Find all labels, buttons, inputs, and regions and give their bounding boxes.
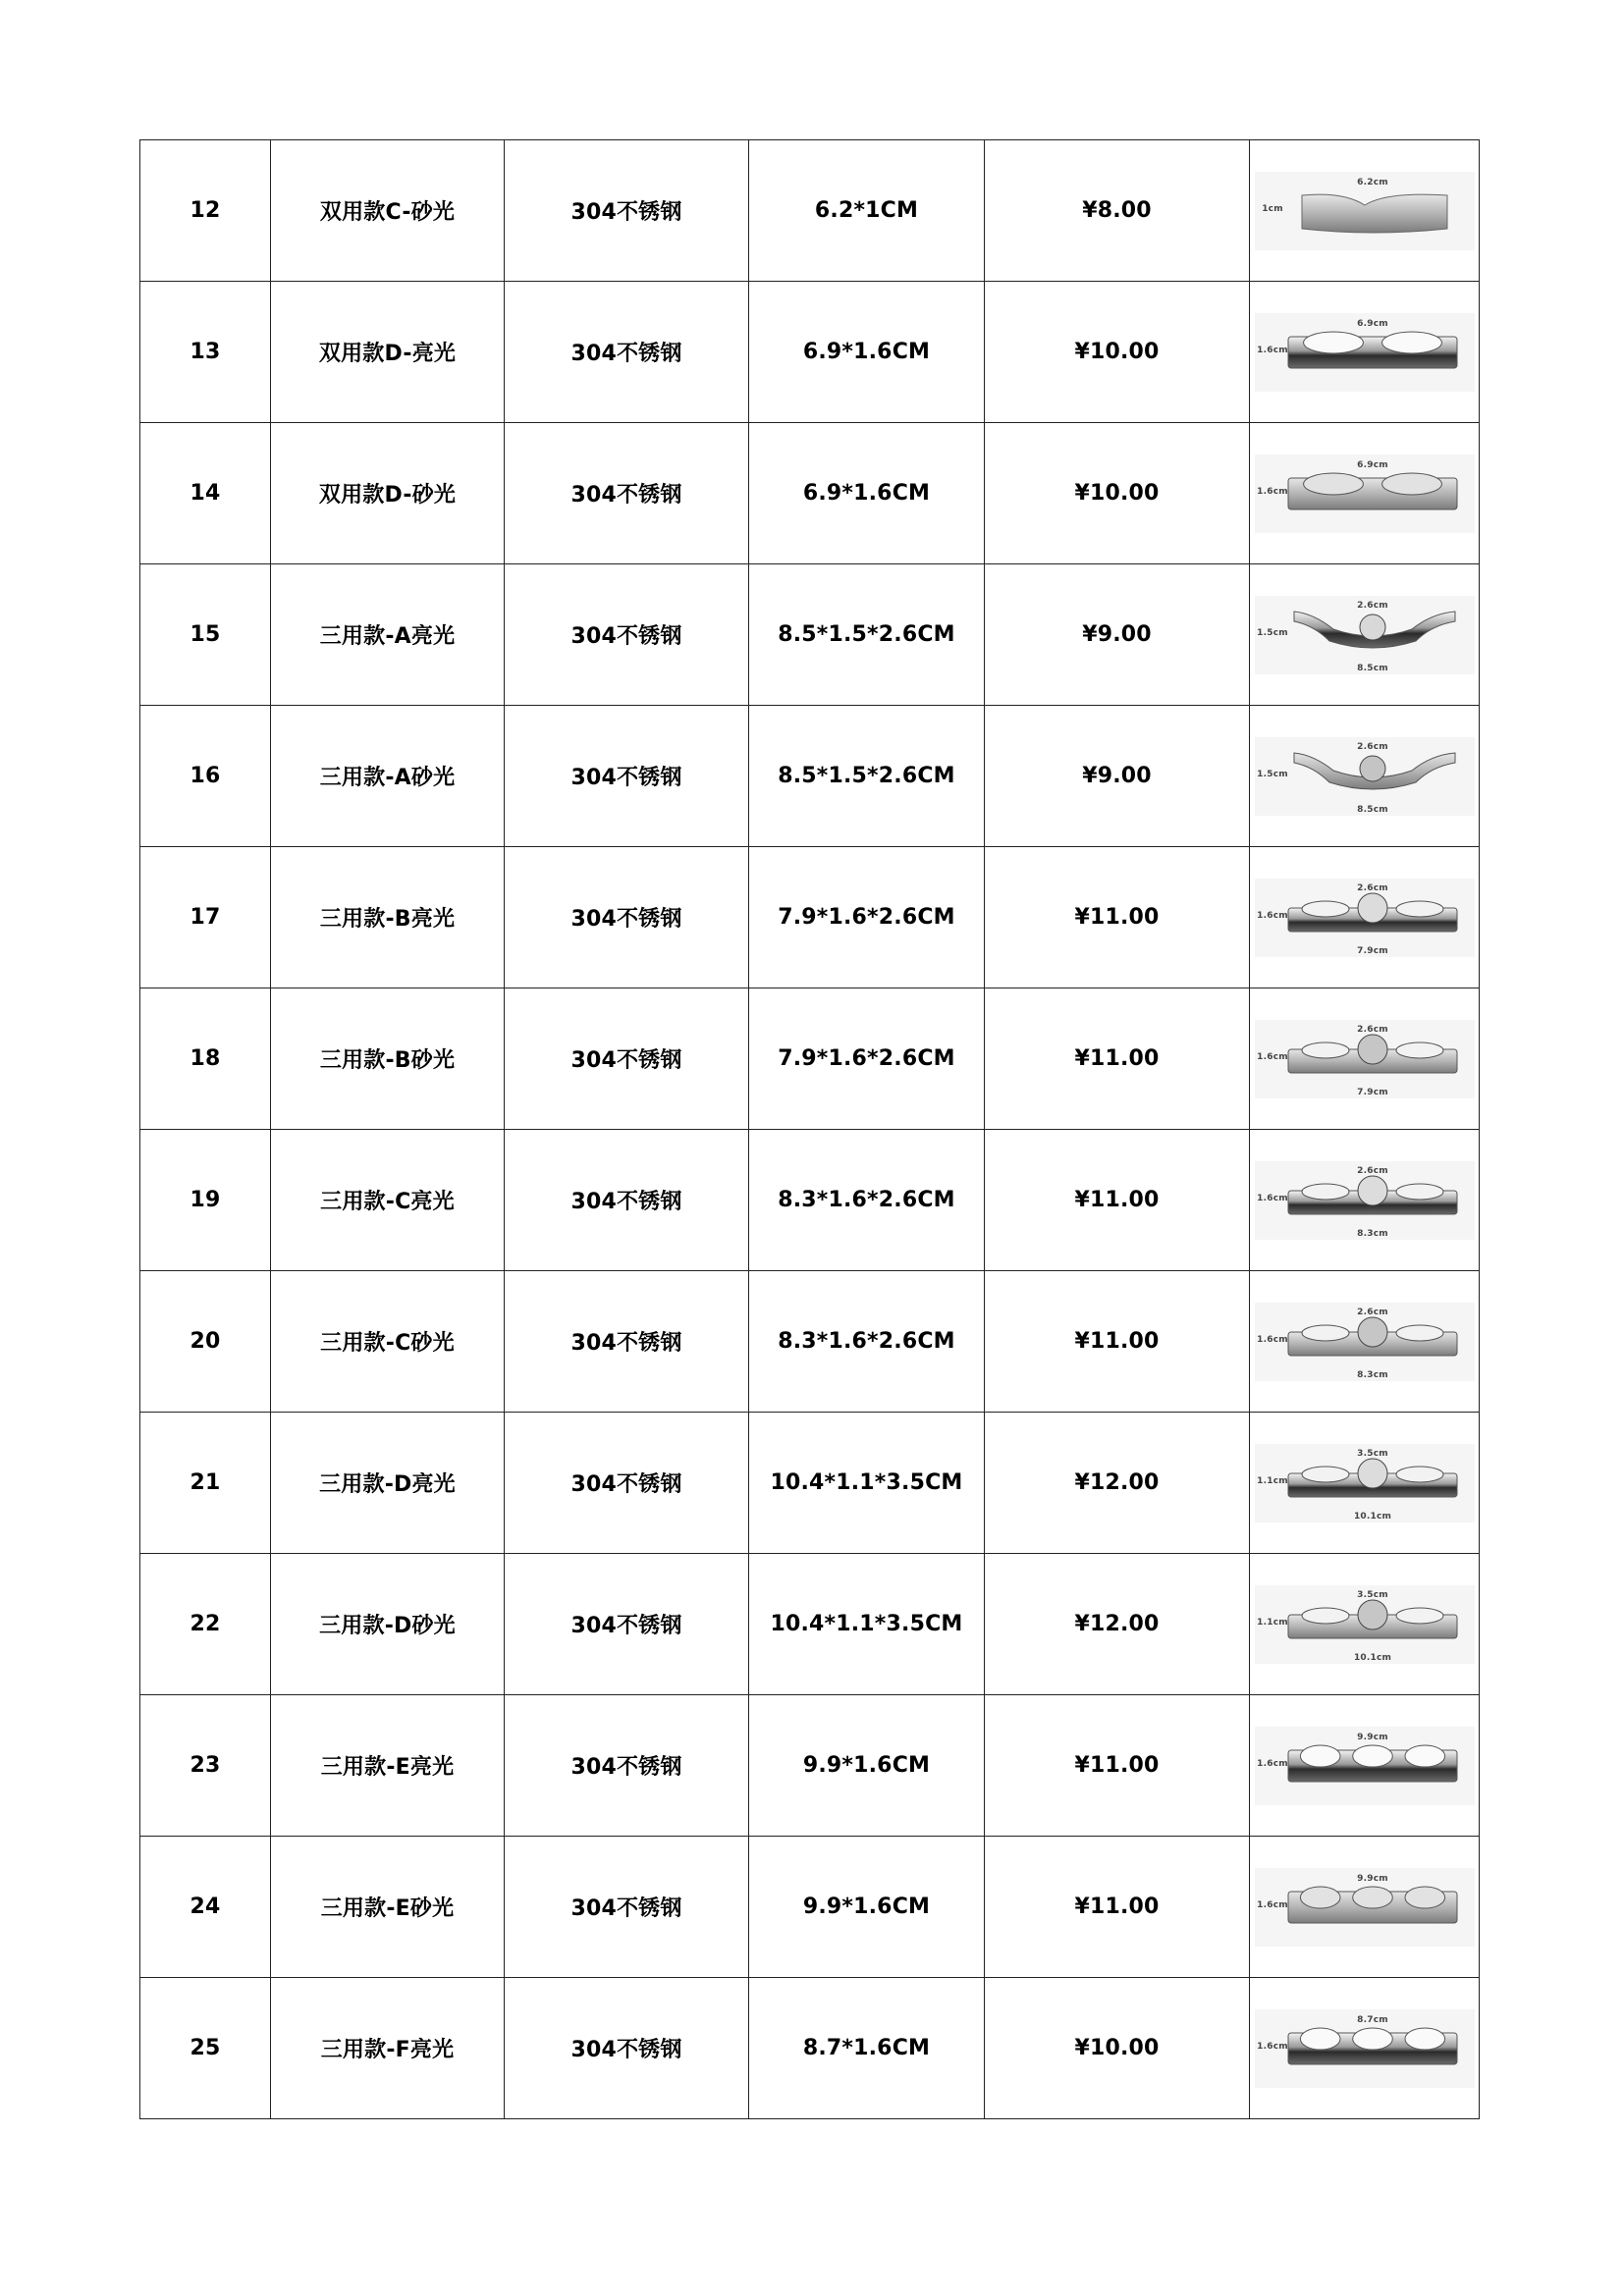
- dimension-label: 2.6cm: [1356, 882, 1388, 893]
- product-image-cell: [1250, 1837, 1480, 1978]
- price-cell: ¥8.00: [985, 140, 1250, 282]
- material-cell: 304不锈钢: [505, 140, 749, 282]
- product-image-cell: [1250, 423, 1480, 564]
- item-number-cell: 25: [140, 1978, 271, 2119]
- dimension-label: 6.9cm: [1356, 459, 1388, 470]
- dimension-label: 7.9cm: [1356, 1087, 1388, 1097]
- dimension-label: 2.6cm: [1356, 1307, 1388, 1317]
- item-number-cell: 21: [140, 1413, 271, 1554]
- dimension-label: 1.6cm: [1256, 1193, 1288, 1203]
- product-thumbnail: [1255, 172, 1475, 250]
- price-cell: ¥9.00: [985, 564, 1250, 706]
- price-cell: ¥11.00: [985, 1130, 1250, 1271]
- dimension-label: 1.5cm: [1256, 769, 1288, 779]
- product-thumbnail: [1255, 596, 1475, 674]
- dimension-label: 3.5cm: [1356, 1589, 1388, 1600]
- product-image-cell: [1250, 1413, 1480, 1554]
- product-image-cell: [1250, 847, 1480, 988]
- price-cell: ¥12.00: [985, 1413, 1250, 1554]
- table-row: [140, 1695, 1480, 1837]
- dimension-label: 9.9cm: [1356, 1732, 1388, 1742]
- product-thumbnail: [1255, 1727, 1475, 1805]
- table-body: [140, 140, 1480, 2119]
- price-cell: ¥12.00: [985, 1554, 1250, 1695]
- table-row: [140, 1978, 1480, 2119]
- product-name-cell: 三用款-F亮光: [271, 1978, 505, 2119]
- size-cell: 10.4*1.1*3.5CM: [749, 1554, 985, 1695]
- size-cell: 7.9*1.6*2.6CM: [749, 847, 985, 988]
- size-cell: 8.3*1.6*2.6CM: [749, 1271, 985, 1413]
- product-name-cell: 三用款-A亮光: [271, 564, 505, 706]
- dimension-label: 1.6cm: [1256, 1899, 1288, 1910]
- table-row: [140, 282, 1480, 423]
- material-cell: 304不锈钢: [505, 1130, 749, 1271]
- product-image-cell: [1250, 1978, 1480, 2119]
- item-number-cell: 15: [140, 564, 271, 706]
- material-cell: 304不锈钢: [505, 988, 749, 1130]
- item-number-cell: 13: [140, 282, 271, 423]
- dimension-label: 9.9cm: [1356, 1873, 1388, 1884]
- dimension-label: 7.9cm: [1356, 945, 1388, 956]
- product-thumbnail: [1255, 2009, 1475, 2088]
- product-image-cell: [1250, 564, 1480, 706]
- table-row: [140, 1271, 1480, 1413]
- product-name-cell: 三用款-D砂光: [271, 1554, 505, 1695]
- product-name-cell: 双用款D-亮光: [271, 282, 505, 423]
- product-name-cell: 双用款D-砂光: [271, 423, 505, 564]
- product-image-cell: [1250, 140, 1480, 282]
- table-row: [140, 1554, 1480, 1695]
- dimension-label: 8.3cm: [1356, 1369, 1388, 1380]
- product-thumbnail: [1255, 1444, 1475, 1522]
- dimension-label: 1.6cm: [1256, 1758, 1288, 1769]
- size-cell: 8.5*1.5*2.6CM: [749, 564, 985, 706]
- product-name-cell: 三用款-B砂光: [271, 988, 505, 1130]
- table-row: [140, 564, 1480, 706]
- dimension-label: 3.5cm: [1356, 1448, 1388, 1459]
- product-image-cell: [1250, 282, 1480, 423]
- price-cell: ¥11.00: [985, 1837, 1250, 1978]
- dimension-label: 2.6cm: [1356, 741, 1388, 752]
- dimension-label: 2.6cm: [1356, 600, 1388, 611]
- size-cell: 6.9*1.6CM: [749, 282, 985, 423]
- size-cell: 6.2*1CM: [749, 140, 985, 282]
- material-cell: 304不锈钢: [505, 847, 749, 988]
- table-row: [140, 706, 1480, 847]
- product-thumbnail: [1255, 1585, 1475, 1664]
- dimension-label: 2.6cm: [1356, 1165, 1388, 1176]
- dimension-label: 1.6cm: [1256, 486, 1288, 497]
- size-cell: 8.5*1.5*2.6CM: [749, 706, 985, 847]
- product-image-cell: [1250, 1130, 1480, 1271]
- table-row: [140, 1413, 1480, 1554]
- dimension-label: 1.6cm: [1256, 1051, 1288, 1062]
- product-image-cell: [1250, 988, 1480, 1130]
- product-thumbnail: [1255, 1868, 1475, 1947]
- price-cell: ¥11.00: [985, 988, 1250, 1130]
- size-cell: 9.9*1.6CM: [749, 1695, 985, 1837]
- product-image-cell: [1250, 1271, 1480, 1413]
- price-cell: ¥10.00: [985, 423, 1250, 564]
- item-number-cell: 19: [140, 1130, 271, 1271]
- price-cell: ¥10.00: [985, 282, 1250, 423]
- product-name-cell: 双用款C-砂光: [271, 140, 505, 282]
- dimension-label: 6.9cm: [1356, 318, 1388, 329]
- size-cell: 6.9*1.6CM: [749, 423, 985, 564]
- product-image-cell: [1250, 706, 1480, 847]
- item-number-cell: 12: [140, 140, 271, 282]
- product-thumbnail: [1255, 1020, 1475, 1098]
- dimension-label: 1.6cm: [1256, 345, 1288, 355]
- size-cell: 9.9*1.6CM: [749, 1837, 985, 1978]
- table-row: [140, 1837, 1480, 1978]
- dimension-label: 2.6cm: [1356, 1024, 1388, 1035]
- item-number-cell: 24: [140, 1837, 271, 1978]
- size-cell: 10.4*1.1*3.5CM: [749, 1413, 985, 1554]
- price-cell: ¥11.00: [985, 847, 1250, 988]
- item-number-cell: 20: [140, 1271, 271, 1413]
- dimension-label: 1.6cm: [1256, 910, 1288, 921]
- material-cell: 304不锈钢: [505, 1978, 749, 2119]
- dimension-label: 8.5cm: [1356, 663, 1388, 673]
- material-cell: 304不锈钢: [505, 1413, 749, 1554]
- table-row: [140, 988, 1480, 1130]
- item-number-cell: 22: [140, 1554, 271, 1695]
- product-image-cell: [1250, 1554, 1480, 1695]
- price-cell: ¥10.00: [985, 1978, 1250, 2119]
- dimension-label: 8.7cm: [1356, 2014, 1388, 2025]
- item-number-cell: 17: [140, 847, 271, 988]
- product-table: [139, 139, 1480, 2119]
- material-cell: 304不锈钢: [505, 423, 749, 564]
- dimension-label: 10.1cm: [1353, 1652, 1391, 1663]
- size-cell: 7.9*1.6*2.6CM: [749, 988, 985, 1130]
- item-number-cell: 18: [140, 988, 271, 1130]
- dimension-label: 1.6cm: [1256, 2041, 1288, 2052]
- product-thumbnail: [1255, 879, 1475, 957]
- dimension-label: 8.5cm: [1356, 804, 1388, 815]
- table-row: [140, 1130, 1480, 1271]
- material-cell: 304不锈钢: [505, 564, 749, 706]
- product-name-cell: 三用款-A砂光: [271, 706, 505, 847]
- item-number-cell: 16: [140, 706, 271, 847]
- product-thumbnail: [1255, 1161, 1475, 1240]
- material-cell: 304不锈钢: [505, 1554, 749, 1695]
- dimension-label: 1.1cm: [1256, 1617, 1288, 1628]
- product-name-cell: 三用款-E亮光: [271, 1695, 505, 1837]
- price-cell: ¥11.00: [985, 1695, 1250, 1837]
- product-thumbnail: [1255, 737, 1475, 816]
- product-name-cell: 三用款-C砂光: [271, 1271, 505, 1413]
- product-thumbnail: [1255, 313, 1475, 392]
- dimension-label: 10.1cm: [1353, 1511, 1391, 1522]
- product-name-cell: 三用款-B亮光: [271, 847, 505, 988]
- table-row: [140, 423, 1480, 564]
- price-cell: ¥11.00: [985, 1271, 1250, 1413]
- table-row: [140, 847, 1480, 988]
- material-cell: 304不锈钢: [505, 1271, 749, 1413]
- size-cell: 8.7*1.6CM: [749, 1978, 985, 2119]
- product-name-cell: 三用款-C亮光: [271, 1130, 505, 1271]
- price-cell: ¥9.00: [985, 706, 1250, 847]
- material-cell: 304不锈钢: [505, 1837, 749, 1978]
- material-cell: 304不锈钢: [505, 1695, 749, 1837]
- dimension-label: 1.1cm: [1256, 1475, 1288, 1486]
- product-name-cell: 三用款-D亮光: [271, 1413, 505, 1554]
- item-number-cell: 14: [140, 423, 271, 564]
- dimension-label: 8.3cm: [1356, 1228, 1388, 1239]
- dimension-label: 1.6cm: [1256, 1334, 1288, 1345]
- dimension-label: 1cm: [1261, 203, 1283, 214]
- dimension-label: 1.5cm: [1256, 627, 1288, 638]
- material-cell: 304不锈钢: [505, 706, 749, 847]
- item-number-cell: 23: [140, 1695, 271, 1837]
- dimension-label: 6.2cm: [1356, 177, 1388, 187]
- table-row: [140, 140, 1480, 282]
- product-thumbnail: [1255, 454, 1475, 533]
- material-cell: 304不锈钢: [505, 282, 749, 423]
- size-cell: 8.3*1.6*2.6CM: [749, 1130, 985, 1271]
- product-image-cell: [1250, 1695, 1480, 1837]
- product-thumbnail: [1255, 1303, 1475, 1381]
- product-name-cell: 三用款-E砂光: [271, 1837, 505, 1978]
